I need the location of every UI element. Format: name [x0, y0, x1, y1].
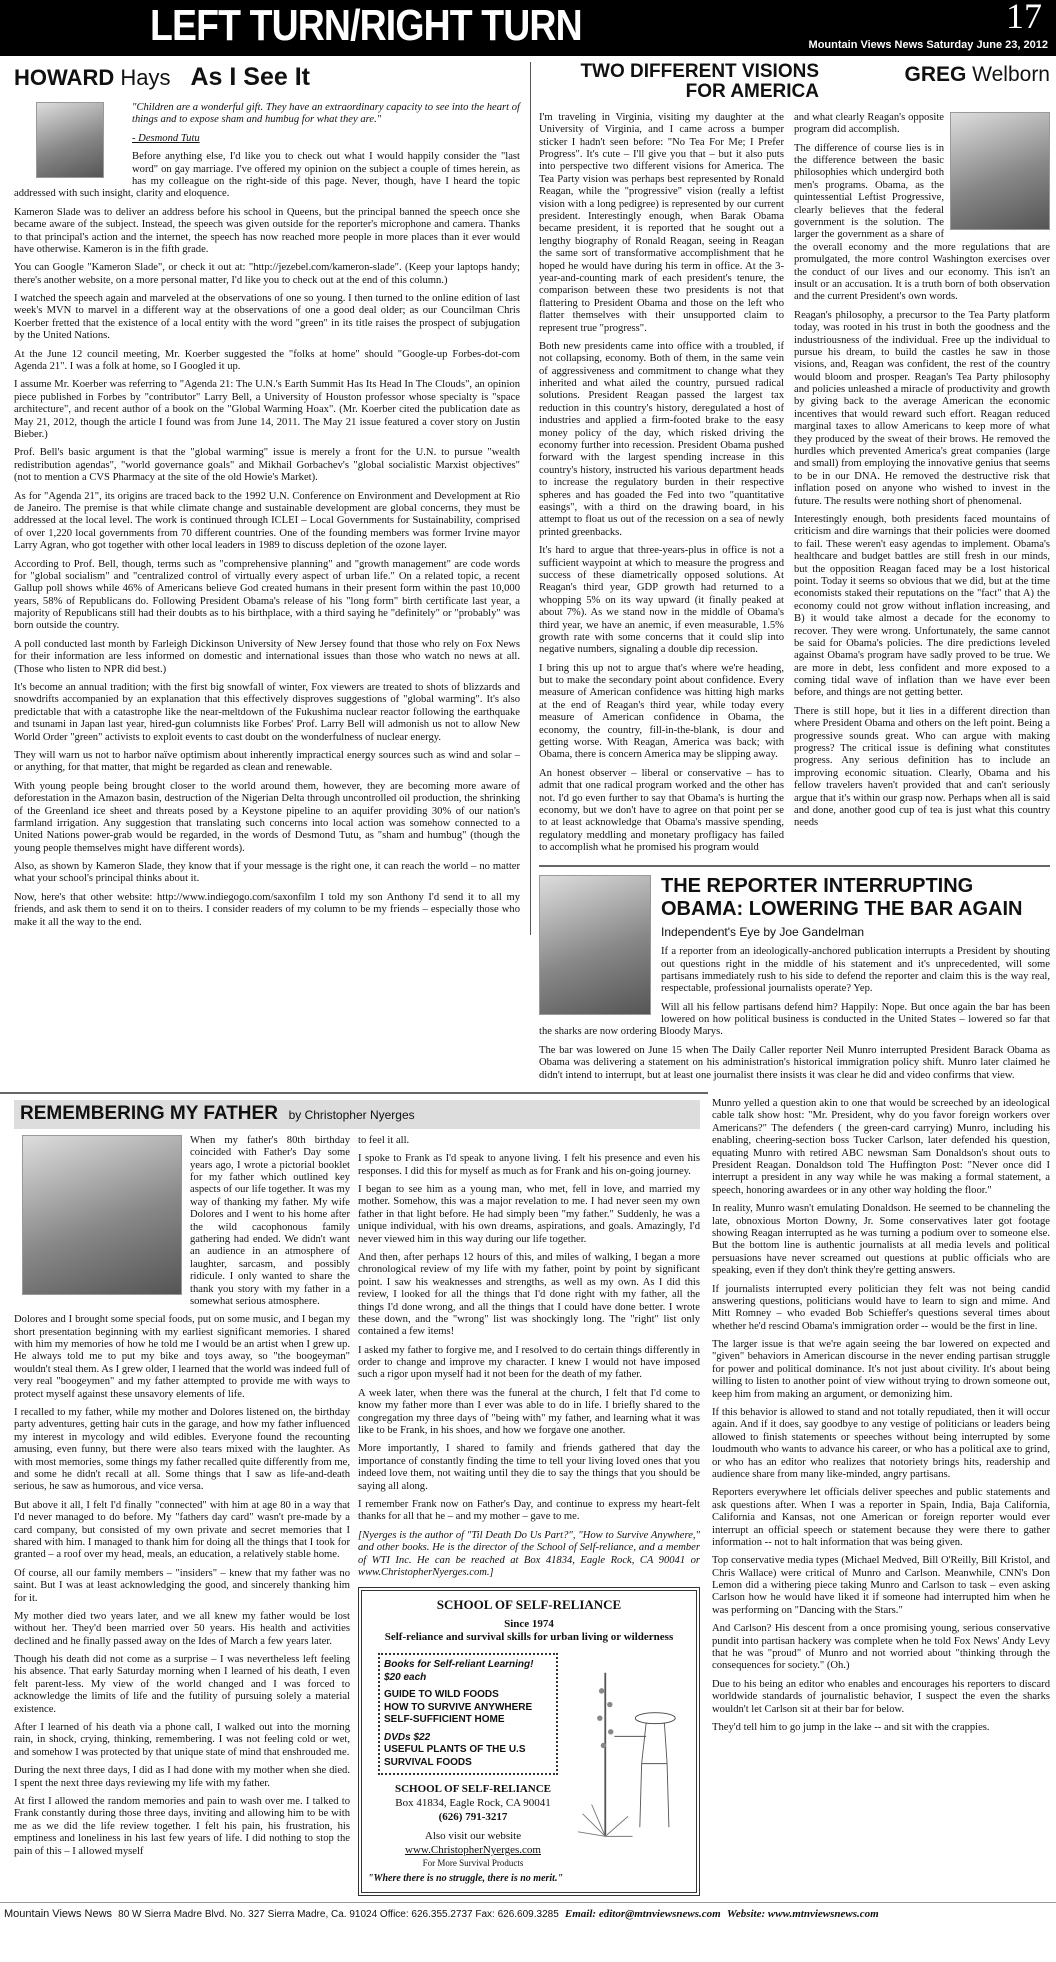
paragraph: Also, as shown by Kameron Slade, they know that if your message is the right one, it can reach the world – no matter what your school's principal thinks about it.	[14, 861, 520, 885]
ad-products: Books for Self-reliant Learning! $20 each GUIDE TO WILD FOODS HOW TO SURVIVE ANYWHERE SELF-SUFFICIENT HOME DVDs $22 USEFUL PLANTS OF THE U.S SURVIVAL FOODS	[378, 1653, 558, 1775]
paragraph: With young people being brought closer to the world around them, however, they are becoming more aware of deforestation in the Amazon basin, destruction of the Nigerian Delta through uncontrolled oil production, the shrinking of the Greenland ice sheet and threats posed by a Keystone pipeline to an aquifer providing 30% of our nation's farmland irrigation. Any suggestion that translating such concerns into local action was somehow connected to a United Nations power-grab would be regarded, in the words of Desmond Tutu, as "sham and humbug" (though the young people themselves might have different words).	[14, 780, 520, 854]
article-title: REMEMBERING MY FATHER	[20, 1103, 278, 1125]
paragraph: And then, after perhaps 12 hours of this, and miles of walking, I began a more chronological review of my life with my father, point by point by significant point. I saw his weaknesses and strengths, as well as my own. As I did this review, I looked for all the things that I'd done right with my father, all the things I'd done wrong, and all the things that I could have done better. I wrote these down, and the "wrong" list was shockingly long. The "right" list only contained a few items!	[358, 1251, 700, 1338]
paragraph: In reality, Munro wasn't emulating Donaldson. He seemed to be channeling the late, obnoxious Morton Downy, Jr. Some conservatives later got footage showing Reagan interrupted as he was turning a podium over to someone else. But the bottom line is authentic journalists at all media levels and political persuasions have never screamed out questions at public officials who are speaking, even if they don't think they're getting answers.	[712, 1203, 1050, 1277]
paragraph: I'm traveling in Virginia, visiting my daughter at the University of Virginia, and I came across a bumper sticker I hadn't seen before: "No Tea For Me; I Prefer Progress". It's cute – I'll give you that – but it also puts into perspective two different visions for America. The Tea Party vision was perhaps best represented by Ronald Reagan, while the "progressive" vision (really a leftist vision with a long pedigree) is represented by our current president. Interestingly enough, when Barak Obama became president, it is reported that he sought out a lengthy biography of Ronald Reagan, seeing in Reagan the same sort of transformative accomplishment that he hoped he would have during his term in office. At the 3-year-and-counting mark of each president's tenure, the comparison between these two presidents is not that flattering to President Obama and those on the left who flatter themselves with their unsupported claim to represent true "progress".	[539, 111, 784, 334]
author-photo	[36, 102, 104, 178]
paragraph: Will all his fellow partisans defend him? Happily: Nope. But once again the bar has been lowered on how political business is conducted in the United States – lowered so far that the sharks are now ordering Bloody Marys.	[539, 1001, 1050, 1038]
footer-paper: Mountain Views News	[4, 1907, 113, 1920]
paragraph: Due to his being an editor who enables and encourages his reporters to discard worldwide standards of journalistic behavior, I suspect the even the sharks wouldn't let Carlson sit at their bar for below.	[712, 1678, 1050, 1715]
ad-more: For More Survival Products	[422, 1857, 524, 1868]
nyerges-column	[0, 1092, 708, 1896]
paragraph: If a reporter from an ideologically-anchored publication interrupts a President by shouting out questions right in the middle of his statement and it's unprecedented, will some partisans immediately rush to his side to defend the reporter and claim this is the way real, respectable, professional journalists operate? Yep.	[661, 946, 1050, 995]
paragraph: I assume Mr. Koerber was referring to "Agenda 21: The U.N.'s Earth Summit Has Its Head In The Clouds", an opinion piece published in Forbes by "contributor" Larry Bell, a University of Houston professor whose specialty is "space architecture", and recent author of a book on the "Global Warming Hoax". (Mr. Koerber cited the publication date as May 21, 2012, though the article I found was from June 14, 2011. The May 21 issue featured a cover story on Justin Bieber.)	[14, 379, 520, 440]
paragraph: Of course, all our family members – "insiders" – knew that my father was no saint. But I was at least acknowledging the good, and sincerely thanking him for it.	[14, 1567, 350, 1604]
paragraph: Top conservative media types (Michael Medved, Bill O'Reilly, Bill Kristol, and Chris Wallace) were critical of Munro and Carlson. Meanwhile, CNN's Don Lemon did a withering piece taking Munro and Carlson to task – even asking Carlson how he would have liked it if someone had interrupted him when he was performing on "Dancing with the Stars."	[712, 1555, 1050, 1616]
paragraph: The larger issue is that we're again seeing the bar lowered on expected and "given" behaviors in American discourse in the never ending partisan struggle for power and political dominance. It's not just about civility. It's about being willing to listen to another point of view without trying to drown someone out, keep him from making an argument, or demonizing him.	[712, 1339, 1050, 1400]
paragraph: I watched the speech again and marveled at the observations of one so young. I then turned to the online edition of last week's MVN to marvel in a different way at the observations of one a good deal older; as our Councilman Chris Koerber fretted that the existence of a local entity with the word "green" in its title raises the prospect of subjugation by the United Nations.	[14, 293, 520, 342]
ad-website-link[interactable]: www.ChristopherNyerges.com	[405, 1844, 541, 1857]
ad-address: Box 41834, Eagle Rock, CA 90041	[395, 1796, 551, 1809]
ad-title: SCHOOL OF SELF-RELIANCE	[436, 1597, 622, 1613]
ad-tagline: Self-reliance and survival skills for urban living or wilderness	[384, 1631, 674, 1644]
page-header	[0, 0, 1056, 56]
paragraph: You can Google "Kameron Slade", or check it out at: "http://jezebel.com/kameron-slade". (Keep your laptops handy; there's another website, on a more personal matter, I'd like you to check out at the end of this column.)	[14, 262, 520, 286]
paragraph: If journalists interrupted every politician they felt was not being candid answering questions, politicians would have to learn to sign and mime. And Mitt Romney – who evaded Bob Schieffer's questions several times about whether he'd rescind Obama's immigration order -- would be the first in line.	[712, 1283, 1050, 1332]
author-bio: [Nyerges is the author of "Til Death Do Us Part?", "How to Survive Anywhere," and other books. He is the director of the School of Self-reliance, and a member of WTI Inc. He can be reached at Box 41834, Eagle Rock, CA 90041 or www.ChristopherNyerges.com.]	[358, 1529, 700, 1578]
paragraph: After I learned of his death via a phone call, I walked out into the morning rain, in shock, crying, thinking, remembering. I was not feeling cold or wet, and somehow I was protected by that unique state of mind that enshrouded me.	[14, 1722, 350, 1758]
article-header	[14, 1100, 700, 1129]
paragraph: It's hard to argue that three-years-plus in office is not a sufficient waypoint at which to measure the progress and success of these diametrically opposed solutions. At Reagan's third year, GDP growth had returned to a whopping 5% on its way upward (it finally peaked at about 7%). As we stand now in the middle of Obama's third year, we have an anemic, if even measurable, 1.5% growth rate with some concerns that it could slip into negative numbers, signaling a double dip recession.	[539, 545, 784, 656]
paragraph: At the June 12 council meeting, Mr. Koerber suggested the "folks at home" should "Google-up Forbes-dot-com Agenda 21". I was a folk at home, so I Googled it up.	[14, 348, 520, 373]
paragraph: Reporters everywhere let officials deliver speeches and public statements and ask questions after. When I was a reporter in Spain, India, Baja California, California and Kansas, not one American or foreign reporter would ever interrupt an official speech or statement because they were there to gather information -- not to halt information that was being given.	[712, 1487, 1050, 1548]
epigraph-attribution: - Desmond Tutu	[132, 132, 200, 144]
paragraph: The difference of course lies is in the difference between the basic philosophies which undergird both men's programs. Obama, as the quintessential Leftist Progressive, clearly believes that the federal government is the solution. The larger the government as a share of the overall economy and the more regulations that are promulgated, the more control Washington exercises over the conduct of our lives and our economy. This isn't an insult or an accusation. It is a truth born of both observation and the current President's own words.	[794, 142, 1050, 303]
paragraph: During the next three days, I did as I had done with my mother when she died. I spent the next three days reviewing my life with my father.	[14, 1765, 350, 1789]
paragraph: At first I allowed the random memories and pain to wash over me. I talked to Frank constantly during those three days, inviting and allowing him to be with me as we did the life review together. I felt his pain, his frustration, his emptiness and loneliness in his last few years of life. I did nothing to stop the pain of this – I allowed myself	[14, 1795, 350, 1857]
paragraph: More importantly, I shared to family and friends gathered that day the importance of constantly finding the time to tell your living loved ones that you indeed love them, not waiting until they die to say the things that you should be saying all along.	[358, 1443, 700, 1492]
top-band	[0, 56, 1056, 1088]
gandelman-continued	[708, 1092, 1056, 1740]
epigraph: "Children are a wonderful gift. They have an extraordinary capacity to see into the heart of things and to expose sham and humbug for what they are."	[132, 102, 520, 126]
paragraph: If this behavior is allowed to stand and not totally repudiated, then it will occur again. And if it does, say goodbye to any vestige of politicians or leaders being allowed to finish statements or speeches without being interrupted by some loudmouth who wants to advance his career, or who has a political axe to grind, or who has an editor who realizes that notoriety brings hits, readership and audience share from many like-minded, angry partisans.	[712, 1407, 1050, 1480]
paragraph: to feel it all.	[358, 1134, 410, 1146]
paragraph: Munro yelled a question akin to one that would be screeched by an ideological cable talk show host: "Mr. President, why do you favor foreign workers over Americans?" The defenders ( the green-card carrying) Munro, including his enabling, cheering-section boss Tucker Carlson, later defended his question, equating Munro with retired ABC newsman Sam Donaldson's shout outs to President Reagan. Donaldson told The Huffington Post: "Never once did I interrupt a president in any way while he was making a formal statement, a speech, honoring awardees or in any other way holding the floor."	[712, 1098, 1050, 1196]
paragraph: I spoke to Frank as I'd speak to anyone living. I felt his presence and even his responses. I did this for myself as much as for Frank and his on-going journey.	[358, 1153, 700, 1177]
paragraph: They will warn us not to harbor naïve optimism about inherently impractical energy sources such as wind and solar – or anything, for that matter, that might be regarded as clean and renewable.	[14, 749, 520, 774]
right-column	[531, 62, 1056, 1088]
paragraph: The bar was lowered on June 15 when The Daily Caller reporter Neil Munro interrupted President Barack Obama as Obama was delivering a statement on his administration's historical immigration policy shift. Munro later claimed he didn't intend to interrupt, but at least one journalist there insists it was clear he did and video confirms that view.	[539, 1044, 1050, 1081]
paragraph: According to Prof. Bell, though, terms such as "comprehensive planning" and "growth management" are code words for "global socialism" and "centralized control of virtually every aspect of urban life." On a related topic, a recent Gallup poll shows while 46% of Americans believe God created humans in their present form within the past 10,000 years, 58% of Republicans do. Following President Obama's release of his "long form" birth certificate last year, a majority of Republicans still had their doubts as to his birthplace, with a third saying he "definitely" or "probably" was born outside the country.	[14, 558, 520, 632]
paragraph: I remember Frank now on Father's Day, and continue to express my heart-felt thanks for all that he – and my mother – gave to me.	[358, 1498, 700, 1523]
author-name	[14, 65, 170, 91]
paragraph: As for "Agenda 21", its origins are traced back to the 1992 U.N. Conference on Environment and Development at Rio de Janeiro. The premise is that while climate change and sustainable development are global concerns, they must be addressed at the local level. The work is continued through ICLEI – Local Governments for Sustainability, comprised of over 1,220 local governments from 70 different countries. One of the founding members was former Irvine mayor Larry Agran, who got together with other local leaders in 1989 to discuss depletion of the ozone layer.	[14, 490, 520, 552]
author-name: GREG Welborn	[904, 63, 1050, 86]
author-first: HOWARD	[14, 65, 115, 90]
hays-column	[0, 62, 531, 935]
footer-website[interactable]: Website: www.mtnviewsnews.com	[726, 1907, 879, 1920]
bottom-band	[0, 1092, 1056, 1896]
paragraph: I asked my father to forgive me, and I resolved to do certain things differently in order to change and improve my character. I knew I would not have imposed such a rigor upon myself had it not been for the death of my father.	[358, 1344, 700, 1381]
author-last: Hays	[120, 65, 171, 90]
advertisement	[358, 1587, 700, 1895]
article-column-2	[794, 112, 1050, 836]
paragraph: I recalled to my father, while my mother and Dolores listened on, the birthday party adventures, getting hair cuts in the garage, and how my father influenced my interest in mycology and wild edibles. Everyone found the recounting amusing, even funny, but there were also tears mixed with the laughter. As with most memories, some things my father recalled quite differently from me, and some he didn't recall at all. Some things that I saw as life-and-death serious, he saw as humorous, and vice versa.	[14, 1407, 350, 1493]
article-title: TWO DIFFERENT VISIONS FOR AMERICA	[580, 61, 819, 102]
paragraph: Both new presidents came into office with a troubled, if not collapsing, economy. Both of them, in the same vein of aggressiveness and commitment to change what they inherited and what ailed the country, pursued radical solutions. President Reagan passed the largest tax reduction in this country's history, deregulated a host of industries and applied a firm-footed brake to the easy money policy of the day, which risked driving the economy further into recession. President Obama pushed forward with the largest spending increase in this country's history, instructed his various department heads to increase the regulatory burden in their respective spheres and has goaded the Fed into two "quantitative easings", with a third on the drawing board, in his attempt to float us out of the recession on a sea of newly printed greenbacks.	[539, 340, 784, 538]
article-column-1	[539, 112, 784, 861]
paragraph: When my father's 80th birthday coincided with Father's Day some years ago, I wrote a pictorial booklet for my father which outlined key aspects of our life together. It was my way of thanking my father. My wife Dolores and I went to his home after the wild cacophonous family gathering had ended. We didn't want an audience in an atmosphere of laughter, sarcasm, and possibly ridicule. I only wanted to share the thank you story with my father in a somewhat serious atmosphere.	[190, 1134, 350, 1307]
ad-phone: (626) 791-3217	[438, 1810, 508, 1823]
paragraph: Kameron Slade was to deliver an address before his school in Queens, but the principal banned the speech once she became aware of the subject. Instead, the speech was given outside for the reporter's microphone and camera. Thanks to that principal's action and the internet, the speech has now reached more people in more places than it ever would have otherwise. Kameron is in the fifth grade.	[14, 206, 520, 255]
author-photo	[950, 112, 1050, 230]
paragraph: My mother died two years later, and we all knew my father would be lost without her. They'd been married over 50 years. His health and activities declined and he finally passed away on the Ides of March a few years later.	[14, 1610, 350, 1647]
plant-illustration-icon	[578, 1645, 678, 1855]
paragraph: Though his death did not come as a surprise – I was nevertheless left feeling his absence. That early Saturday morning when I learned of his death, I even felt parent-less. My view of the world changed and I was forced to acknowledge the limits of life and the futility of pursuing solely a material existence.	[14, 1654, 350, 1715]
paragraph: A week later, when there was the funeral at the church, I felt that I'd come to know my father more than I ever was able to do in life. I briefly shared to the congregation my three days of "being with" my father, and learning what it was like to be Frank, in his shoes, and how we forgave one another.	[358, 1387, 700, 1437]
ad-since: Since 1974	[504, 1617, 554, 1630]
author-photo	[539, 875, 651, 1015]
section-divider	[539, 865, 1050, 867]
column-title: As I See It	[190, 63, 310, 91]
paragraph: I bring this up not to argue that's where we're heading, but to make the secondary point about confidence. Every measure of American confidence was hitting high marks at the end of Reagan's third year, while today every measure of American confidence in Obama, the economy, the country, fill-in-the-blank, is dour and getting worse. With Reagan, America was back; with Obama, there is concern America may be slipping away.	[539, 662, 784, 761]
paragraph: Now, here's that other website: http://www.indiegogo.com/saxonfilm I told my son Anthony I'd send it to all my friends, and ask them to send it on to theirs. I consider readers of my column to be my friends – especially those who make it all the way to the end.	[14, 891, 520, 928]
footer-email[interactable]: Email: editor@mtnviewsnews.com	[564, 1907, 721, 1920]
paragraph: Prof. Bell's basic argument is that the "global warming" issue is merely a front for the U.N. to pursue "wealth redistribution agendas", "world governance goals" and Mikhail Gorbachev's "global socialistic Marxist objectives" (not to mention a CVS Pharmacy at the site of the old Howie's Market).	[14, 447, 520, 484]
paragraph: and what clearly Reagan's opposite program did accomplish.	[794, 111, 944, 136]
paragraph: A poll conducted last month by Farleigh Dickinson University of New Jersey found that those who rely on Fox News for their information are less informed on domestic and international issues than those who watch no news at all. (Those who listen to NPR did best.)	[14, 638, 520, 675]
byline: by Christopher Nyerges	[288, 1108, 415, 1123]
page-number: 17	[1006, 0, 1042, 36]
ad-visit: Also visit our website	[424, 1830, 522, 1843]
byline: Independent's Eye by Joe Gandelman	[661, 924, 865, 939]
welborn-column	[539, 62, 1050, 861]
gandelman-column	[539, 875, 1050, 1089]
paragraph: And Carlson? His descent from a once promising young, serious conservative pundit into partisan hackery was complete when he told Fox News' Andy Levy that he was "proud" of Munro and not worried about "thinking through the consequences for society." (Oh.)	[712, 1623, 1050, 1672]
paragraph: But above it all, I felt I'd finally "connected" with him at age 80 in a way that I'd never managed to do before. My "fathers day card" wasn't pre-made by a card company, but consisted of my own private and secret memories that I shared with him. I managed to thank him for doing all the things that I took for granted – a roof over my head, meals, an education, a relatively stable home.	[14, 1499, 350, 1561]
paragraph: Interestingly enough, both presidents faced mountains of criticism and dire warnings that their policies were doomed to fail. These weren't easy agendas to implement. Obama's healthcare and budget battles are still fresh in our minds, but the opposition Reagan faced may be a lost historical point. Today it seems so obvious that we did, but at the time economists staked their reputations on the "fact" that A) the economy could not grow without inflation increasing, and B) it would take almost a decade for the economy to recover. They were wrong. Unfortunately, the same cannot be said for Obama's policies. The dire predictions leveled against Obama's program have sadly proved to be true. We are more in debt, less confident and more exposed to a coming tidal wave of inflation than we have ever been before, and things are not getting better.	[794, 513, 1050, 699]
article-body	[14, 151, 520, 929]
article-column-2	[358, 1135, 700, 1896]
paragraph: I began to see him as a young man, who met, fell in love, and married my mother. Somehow, this was a major revelation to me. I had never seen my own father in that light before. He had simply been "my father." Suddenly, he was a unique individual, with his own dreams, aspirations, and goals. Amazingly, I'd never viewed him in this way during our life together.	[358, 1184, 700, 1245]
ad-name: SCHOOL OF SELF-RELIANCE	[394, 1783, 552, 1796]
ad-motto: "Where there is no struggle, there is no merit."	[368, 1873, 564, 1885]
section-title: LEFT TURN/RIGHT TURN	[150, 1, 582, 50]
footer-address: 80 W Sierra Madre Blvd. No. 327 Sierra Madre, Ca. 91024 Office: 626.355.2737 Fax: 626.609.3285	[118, 1908, 559, 1920]
article-title: THE REPORTER INTERRUPTING OBAMA: LOWERING THE BAR AGAIN	[661, 874, 1023, 920]
paragraph: It's become an annual tradition; with the first big snowfall of winter, Fox viewers are treated to shots of blizzards and snowdrifts accompanied by an explanation that this effectively disproves suggestions of "global warming". It's also predictable that with a catastrophe like the near-meltdown of the Fukushima nuclear reactor following the earthquake and tsunami in Japan last year, hired-gun columnists like Forbes' Prof. Larry Bell will admonish us not to allow New World Order "green" activists to exploit events to cast doubt on the wonderfulness of nuclear energy.	[14, 682, 520, 743]
article-column-1	[14, 1135, 350, 1864]
publication-date: Mountain Views News Saturday June 23, 2012	[808, 39, 1048, 51]
paragraph: Reagan's philosophy, a precursor to the Tea Party platform today, was rooted in his trust in both the goodness and the industriousness of the individual. Free up the individual to pursue his dream, to build the castles he saw in those visions, and, Reagan was confident, the rest of the country would bloom and prosper. Reagan's Tea Party philosophy and policies unleashed a miracle of productivity and growth by giving back to the average American the economic incentives that would reward such effort. Reagan reduced marginal taxes to allow Americans to keep more of what they produced by the sweat of their brows. He removed the hurdles which prevented America's great companies (large and small) from employing the innovative genius that seems to be in our DNA. He removed the destructive risk that inflation posed on anyone who wished to invest in the future. The results were nothing short of phenomenal.	[794, 309, 1050, 507]
paragraph: There is still hope, but it lies in a different direction than where President Obama and others on the left point. Being a progressive sounds great. Who can argue with making progress? The critical issue is defining what constitutes progress. Any serious definition has to include an improving economic situation. Clearly, Obama and his fellow travelers haven't provided that and can't seriously argue that it's within our grasp now. Perhaps when all is said and done, another good cup of tea is just what this country needs	[794, 705, 1050, 829]
paragraph: An honest observer – liberal or conservative – has to admit that one radical program worked and the other has not. I'd go even further to say that Obama's is hurting the economy, but we don't have to agree on that point per se to at least acknowledge that Obama's massive spending, regulatory meddling and monetary profligacy has failed to accomplish what he promised his program would	[539, 767, 784, 854]
paragraph: Dolores and I brought some special foods, put on some music, and I began my short presentation beginning with my earliest significant memories. I shared with him my memories of how he told me I would be an artist when I grew up. He always told me to put my bike and toys away, so "the boogeyman" wouldn't steal them. As I grew older, I learned that the world was indeed full of very real "boogeymen" and my father attempted to provide me with ways to protect myself against these unsavory elements of life.	[14, 1314, 350, 1400]
paragraph: Before anything else, I'd like you to check out what I would happily consider the "last word" on gay marriage. I've offered my opinion on the subject a couple of times herein, as has my colleague on the right-side of this page. Never, though, have I heard the topic addressed with such insight, clarity and eloquence.	[14, 151, 520, 200]
article-photo	[22, 1135, 182, 1295]
page-footer	[0, 1902, 1056, 1925]
paragraph: They'd tell him to go jump in the lake -- and sit with the crappies.	[712, 1722, 990, 1733]
